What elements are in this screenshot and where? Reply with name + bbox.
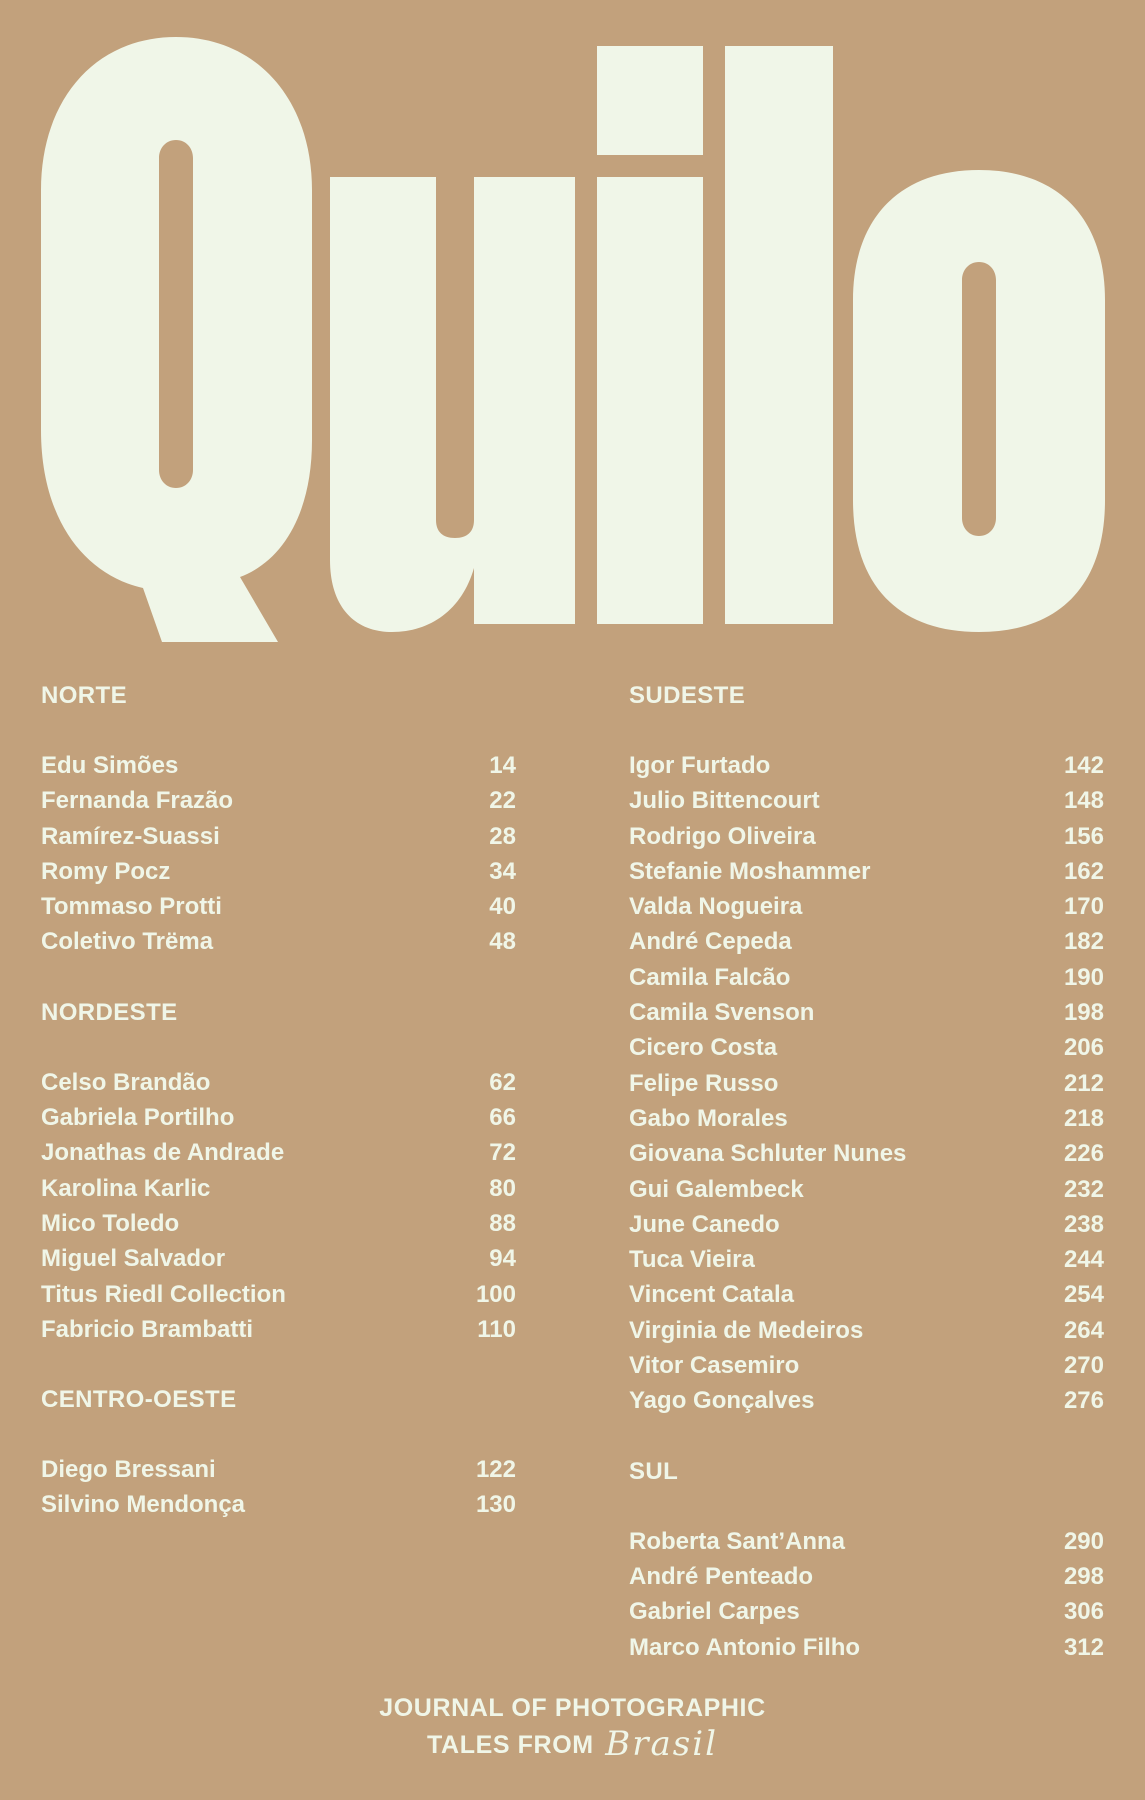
entry-name: Vitor Casemiro — [629, 1352, 800, 1380]
entry-page: 142 — [1063, 752, 1104, 779]
entry-page: 72 — [489, 1139, 516, 1167]
toc-entry — [629, 1277, 1104, 1312]
entry-page: 162 — [1063, 857, 1104, 885]
toc-entry — [629, 1066, 1104, 1101]
toc-entry — [41, 748, 516, 783]
tagline-line-2 — [0, 1726, 1145, 1763]
entry-page: 130 — [475, 1491, 516, 1519]
entry-page: 28 — [489, 822, 516, 850]
toc-entry — [41, 1135, 516, 1170]
entry-page: 254 — [1063, 1281, 1104, 1309]
entry-page: 206 — [1063, 1034, 1104, 1062]
toc-entry — [41, 1241, 516, 1276]
toc-entry — [629, 819, 1104, 854]
toc-entry — [41, 1206, 516, 1241]
entry-name: Fabricio Brambatti — [41, 1315, 254, 1343]
section-heading: CENTRO-OESTE — [41, 1386, 237, 1414]
entry-page: 212 — [1063, 1069, 1104, 1097]
toc-entry — [629, 960, 1104, 995]
toc-entry — [41, 783, 516, 818]
entry-name: Valda Nogueira — [629, 893, 803, 921]
entry-page: 122 — [475, 1456, 516, 1484]
toc-entry — [41, 854, 516, 889]
toc-entry — [629, 1242, 1104, 1277]
entry-page: 156 — [1063, 822, 1104, 850]
entry-name: Coletivo Trëma — [41, 928, 214, 956]
entry-page: 238 — [1063, 1210, 1104, 1238]
logo-letter-u — [330, 177, 575, 632]
entry-name: Camila Svenson — [629, 999, 815, 1027]
entry-name: Felipe Russo — [629, 1069, 779, 1097]
logo-letter-i-dot — [597, 46, 703, 155]
entry-name: Mico Toledo — [41, 1209, 180, 1237]
section-heading: NORTE — [41, 682, 127, 709]
footer-tagline — [0, 1690, 1145, 1763]
entry-name: Stefanie Moshammer — [629, 857, 871, 885]
tagline-line-1: JOURNAL OF PHOTOGRAPHIC — [379, 1694, 766, 1722]
toc-entry — [41, 1452, 516, 1487]
logo-letter-i-stem — [597, 177, 703, 624]
section-heading: NORDESTE — [41, 998, 178, 1026]
entry-name: Gabriel Carpes — [629, 1598, 800, 1626]
entry-page: 40 — [489, 893, 516, 921]
entry-name: Celso Brandão — [41, 1068, 211, 1096]
entry-name: Julio Bittencourt — [629, 787, 820, 815]
entry-name: Diego Bressani — [41, 1456, 216, 1484]
toc-entry — [41, 1487, 516, 1522]
entry-page: 190 — [1063, 963, 1104, 991]
toc-entry — [629, 1524, 1104, 1559]
section-nordeste — [41, 995, 516, 1347]
toc-entry — [41, 889, 516, 924]
entry-page: 290 — [1063, 1527, 1104, 1555]
toc-entry — [629, 1348, 1104, 1383]
entry-name: Miguel Salvador — [41, 1245, 226, 1273]
logo-letter-q — [41, 37, 312, 642]
entry-page: 148 — [1063, 787, 1104, 815]
toc-entry — [41, 1277, 516, 1312]
entry-name: Edu Simões — [41, 752, 179, 779]
toc-entry — [629, 1172, 1104, 1207]
toc-entry — [629, 1101, 1104, 1136]
entry-page: 226 — [1063, 1140, 1104, 1168]
entry-page: 88 — [489, 1209, 516, 1237]
toc-entry — [629, 1559, 1104, 1594]
entry-page: 22 — [489, 787, 516, 815]
entry-page: 110 — [477, 1315, 516, 1343]
entry-page: 66 — [489, 1104, 516, 1132]
entry-page: 232 — [1063, 1175, 1104, 1203]
brasil-script-word: Brasil — [605, 1724, 718, 1764]
toc-entry — [629, 995, 1104, 1030]
entry-page: 34 — [489, 857, 516, 885]
toc-entry — [41, 819, 516, 854]
logo-letter-o — [853, 170, 1105, 632]
entry-name: Marco Antonio Filho — [629, 1633, 861, 1661]
entry-page: 306 — [1063, 1598, 1104, 1626]
entry-page: 100 — [475, 1280, 516, 1308]
entry-name: Fernanda Frazão — [41, 787, 234, 815]
entry-name: Roberta Sant’Anna — [629, 1527, 846, 1555]
entry-name: Gui Galembeck — [629, 1175, 804, 1203]
entry-name: Igor Furtado — [629, 752, 771, 779]
toc-entry — [629, 783, 1104, 818]
section-centro-oeste — [41, 1382, 516, 1523]
entry-page: 198 — [1063, 999, 1104, 1027]
entry-name: Karolina Karlic — [41, 1174, 211, 1202]
entry-page: 14 — [489, 752, 516, 779]
entry-page: 218 — [1063, 1104, 1104, 1132]
entry-name: Silvino Mendonça — [41, 1491, 246, 1519]
toc-entry — [629, 1313, 1104, 1348]
masthead-logo — [0, 0, 1145, 660]
entry-name: Gabriela Portilho — [41, 1104, 235, 1132]
logo-letter-l — [725, 46, 833, 624]
toc-entry — [629, 1136, 1104, 1171]
contents-left-column — [41, 678, 516, 1558]
entry-name: Titus Riedl Collection — [41, 1280, 286, 1308]
entry-page: 312 — [1063, 1633, 1104, 1661]
toc-entry — [41, 1171, 516, 1206]
toc-entry — [41, 924, 516, 959]
entry-name: Camila Falcão — [629, 963, 791, 991]
entry-name: André Penteado — [629, 1562, 814, 1590]
entry-name: June Canedo — [629, 1210, 780, 1238]
section-sudeste — [629, 678, 1104, 1419]
entry-page: 48 — [489, 928, 516, 956]
toc-entry — [41, 1312, 516, 1347]
toc-entry — [41, 1065, 516, 1100]
section-heading: SUDESTE — [629, 682, 746, 709]
entry-name: Yago Gonçalves — [629, 1387, 815, 1415]
toc-entry — [629, 889, 1104, 924]
toc-entry — [629, 924, 1104, 959]
section-norte — [41, 678, 516, 960]
entry-name: Tuca Vieira — [629, 1246, 755, 1274]
entry-page: 270 — [1063, 1352, 1104, 1380]
entry-name: Romy Pocz — [41, 857, 171, 885]
entry-page: 80 — [489, 1174, 516, 1202]
contents-right-column — [629, 678, 1104, 1700]
toc-entry — [629, 1383, 1104, 1418]
entry-name: Ramírez-Suassi — [41, 822, 220, 850]
entry-page: 94 — [489, 1245, 516, 1273]
toc-entry — [629, 854, 1104, 889]
toc-entry — [629, 1030, 1104, 1065]
entry-page: 170 — [1063, 893, 1104, 921]
entry-name: Rodrigo Oliveira — [629, 822, 816, 850]
toc-entry — [629, 1630, 1104, 1665]
entry-page: 264 — [1063, 1316, 1104, 1344]
toc-entry — [629, 1207, 1104, 1242]
entry-page: 276 — [1063, 1387, 1104, 1415]
tagline-line-2-text: TALES FROM — [427, 1731, 594, 1759]
toc-entry — [41, 1100, 516, 1135]
toc-entry — [629, 1594, 1104, 1629]
entry-name: Cicero Costa — [629, 1034, 778, 1062]
entry-name: Tommaso Protti — [41, 893, 222, 921]
entry-page: 298 — [1063, 1562, 1104, 1590]
entry-name: André Cepeda — [629, 928, 792, 956]
entry-name: Giovana Schluter Nunes — [629, 1140, 907, 1168]
entry-name: Gabo Morales — [629, 1104, 788, 1132]
toc-entry — [629, 748, 1104, 783]
entry-name: Vincent Catala — [629, 1281, 794, 1309]
section-sul — [629, 1454, 1104, 1665]
section-heading: SUL — [629, 1457, 679, 1485]
entry-name: Virginia de Medeiros — [629, 1316, 864, 1344]
entry-page: 182 — [1063, 928, 1104, 956]
entry-page: 244 — [1063, 1246, 1104, 1274]
entry-page: 62 — [489, 1068, 516, 1096]
entry-name: Jonathas de Andrade — [41, 1139, 285, 1167]
